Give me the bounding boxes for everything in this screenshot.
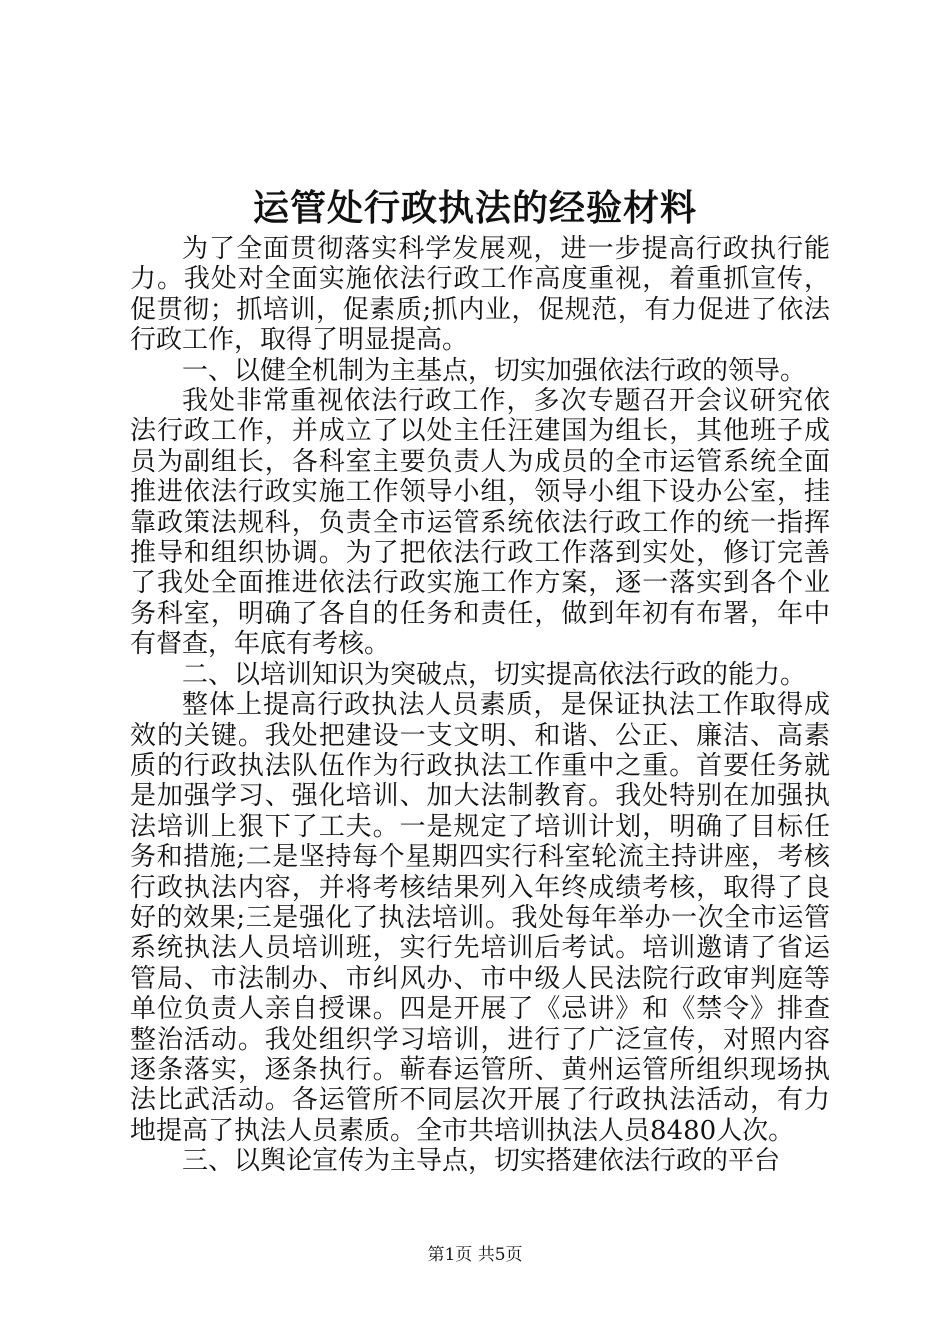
document-title: 运管处行政执法的经验材料 xyxy=(252,187,697,229)
paragraph-section-2: 整体上提高行政执法人员素质，是保证执法工作取得成效的关键。我处把建设一支文明、和谐、公正、廉洁、高素质的行政执法队伍作为行政执法工作重中之重。首要任务就是加强学习、强化培训、加大法制教育。我处特别在加强执法培训上狠下了工夫。一是规定了培训计划，明确了目标任务和措施;二是坚持每个星期四实行科室轮流主持讲座，考核行政执法内容，并将考核结果列入年终成绩考核，取得了良好的效果;三是强化了执法培训。我处每年举办一次全市运管系统执法人员培训班，实行先培训后考试。培训邀请了省运管局、市法制办、市纠风办、市中级人民法院行政审判庭等单位负责人亲自授课。四是开展了《忌讲》和《禁令》排查整治活动。我处组织学习培训，进行了广泛宣传，对照内容逐条落实，逐条执行。蕲春运管所、黄州运管所组织现场执法比武活动。各运管所不同层次开展了行政执法活动，有力地提高了执法人员素质。全市共培训执法人员8480人次。 xyxy=(130,690,830,1146)
section-heading-3: 三、以舆论宣传为主导点，切实搭建依法行政的平台 xyxy=(182,1146,781,1177)
section-heading-1: 一、以健全机制为主基点，切实加强依法行政的领导。 xyxy=(182,355,807,386)
section-heading-2: 二、以培训知识为突破点，切实提高依法行政的能力。 xyxy=(182,659,807,690)
page-number: 第1页 共5页 xyxy=(427,1245,523,1265)
document-body xyxy=(130,234,830,1177)
paragraph-intro: 为了全面贯彻落实科学发展观，进一步提高行政执行能力。我处对全面实施依法行政工作高度重视，着重抓宣传，促贯彻；抓培训，促素质;抓内业，促规范，有力促进了依法行政工作，取得了明显提高。 xyxy=(130,234,830,356)
paragraph-section-1: 我处非常重视依法行政工作，多次专题召开会议研究依法行政工作，并成立了以处主任汪建国为组长，其他班子成员为副组长，各科室主要负责人为成员的全市运管系统全面推进依法行政实施工作领导小组，领导小组下设办公室，挂靠政策法规科，负责全市运管系统依法行政工作的统一指挥推导和组织协调。为了把依法行政工作落到实处，修订完善了我处全面推进依法行政实施工作方案，逐一落实到各个业务科室，明确了各自的任务和责任，做到年初有布署，年中有督查，年底有考核。 xyxy=(130,386,830,660)
